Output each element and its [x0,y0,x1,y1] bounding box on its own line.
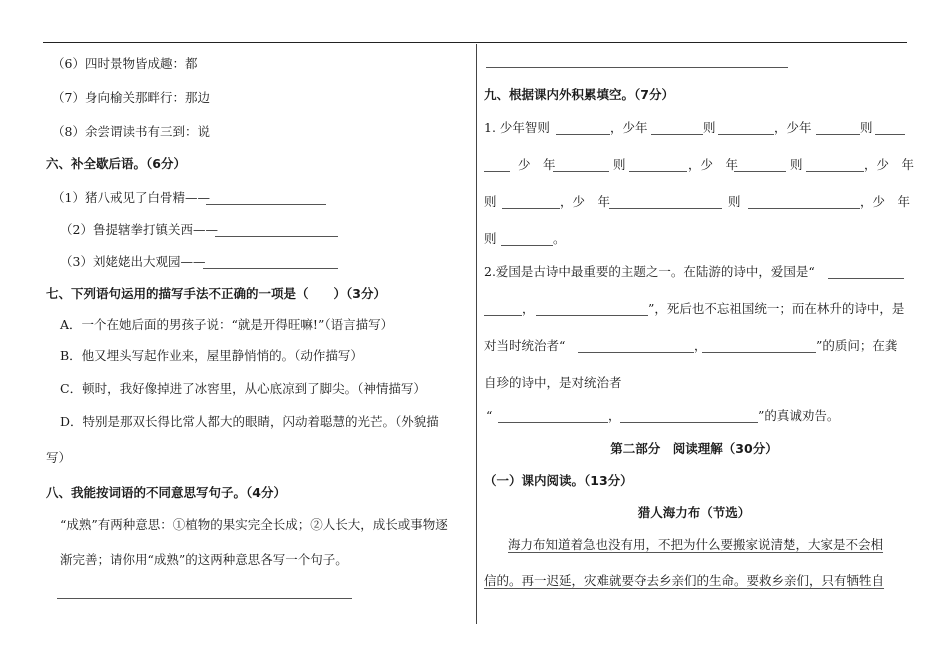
q9-p2-line-3-text-2: ”的质问；在龚 [816,338,898,353]
q9-blank-19[interactable] [702,352,816,353]
q9-l3-text-3: 则 [728,194,741,209]
q9-blank-18[interactable] [578,352,694,353]
q6-answer-2-blank[interactable] [215,236,338,237]
q9-l1-text-3: 则 [703,120,716,135]
q9-blank-10[interactable] [806,171,864,172]
q9-blank-8[interactable] [629,171,687,172]
q7-option-d-cont: 写） [46,450,72,465]
q9-title: 九、根据课内外积累填空。（7分） [484,87,674,102]
q8-body-line-2: 渐完善；请你用“成熟”的这两种意思各写一个句子。 [60,552,348,567]
q9-l1-text-4: ，少年 [774,120,812,135]
q5-item-6: （6）四时景物皆成趣：都 [52,56,198,71]
q7-option-c: C．顿时，我好像掉进了冰窖里，从心底凉到了脚尖。（神情描写） [60,381,426,396]
q9-p2-line-1: 2.爱国是古诗中最重要的主题之一。在陆游的诗中，爱国是“ [484,264,815,279]
q7-option-d: D．特别是那双长得比常人都大的眼睛，闪动着聪慧的光芒。（外貌描 [60,414,439,429]
part2-subsection-title: （一）课内阅读。（13分） [484,473,633,488]
q7-option-b: B．他又埋头写起作业来，屋里静悄悄的。（动作描写） [60,348,363,363]
q9-l3-text-1: 则 [484,194,497,209]
q9-l1-text-2: ，少年 [610,120,648,135]
q8-answer-blank[interactable] [57,598,352,599]
q9-blank-3[interactable] [718,134,774,135]
q9-blank-5[interactable] [875,134,905,135]
q9-p2-line-4: 自珍的诗中，是对统治者 [484,375,622,390]
q9-blank-6[interactable] [484,171,510,172]
q9-blank-17[interactable] [536,315,648,316]
q6-title: 六、补全歇后语。（6分） [46,156,186,171]
q7-option-a: A．一个在她后面的男孩子说：“就是开得旺嘛!”（语言描写） [60,317,394,332]
article-line-1: 海力布知道着急也没有用，不把为什么要搬家说清楚，大家是不会相 [508,537,884,552]
q6-item-1: （1）猪八戒见了白骨精—— [52,190,210,205]
q6-item-2: （2）鲁提辖拳打镇关西—— [60,222,218,237]
q9-blank-12[interactable] [609,208,722,209]
q9-l1-text-5: 则 [860,120,873,135]
q5-item-7: （7）身向榆关那畔行：那边 [52,90,210,105]
q9-p2-line-3-text-1: 对当时统治者“ [484,338,566,353]
q7-title: 七、下列语句运用的描写手法不正确的一项是（ ）（3分） [46,286,386,301]
q9-blank-4[interactable] [816,134,860,135]
q8-body-line-1: “成熟”有两种意思：①植物的果实完全长成；②人长大，成长或事物逐 [60,517,448,532]
column-divider [476,44,477,624]
q9-l2-text-2: 则 [613,157,626,172]
q9-l2-text-5: ，少 年 [864,157,915,172]
q9-blank-21[interactable] [620,422,758,423]
q6-item-3: （3）刘姥姥出大观园—— [60,254,206,269]
q9-l3-text-4: ，少 年 [860,194,911,209]
q9-l2-text-4: 则 [790,157,803,172]
q9-blank-13[interactable] [748,208,860,209]
q9-l4-text-1: 则 [484,231,497,246]
q9-blank-14[interactable] [501,245,553,246]
q9-p2-line-2-comma: ， [522,301,535,316]
q9-blank-2[interactable] [651,134,703,135]
q9-blank-9[interactable] [734,171,786,172]
q9-blank-16[interactable] [484,315,522,316]
q9-l1-text-1: 1. 少年智则 [484,120,550,135]
q9-blank-11[interactable] [502,208,560,209]
right-top-answer-blank[interactable] [486,67,788,68]
q9-p2-line-3-comma: ， [694,338,707,353]
q9-l2-text-3: ，少 年 [688,157,739,172]
q9-l4-text-2: 。 [553,231,566,246]
q9-l2-text-1: 少 年 [518,157,556,172]
q9-blank-7[interactable] [553,171,609,172]
part2-title: 第二部分 阅读理解（30分） [610,441,778,456]
q9-p2-line-5-text: ”的真诚劝告。 [758,408,840,423]
q6-answer-1-blank[interactable] [206,204,326,205]
q9-blank-20[interactable] [498,422,608,423]
q6-answer-3-blank[interactable] [203,268,338,269]
q8-title: 八、我能按词语的不同意思写句子。（4分） [46,485,286,500]
article-title: 猎人海力布（节选） [637,505,751,520]
article-line-2: 信的。再一迟延，灾难就要夺去乡亲们的生命。要救乡亲们，只有牺牲自 [484,573,885,588]
q9-p2-line-5-quote: “ [486,408,493,423]
q9-l3-text-2: ，少 年 [560,194,611,209]
q9-p2-line-2-text: ”，死后也不忘祖国统一；而在林升的诗中，是 [648,301,905,316]
q9-blank-15[interactable] [828,278,904,279]
q9-blank-1[interactable] [556,134,610,135]
q9-p2-line-5-comma: ， [608,408,621,423]
q5-item-8: （8）余尝谓读书有三到：说 [52,124,210,139]
page-top-rule [43,42,907,43]
